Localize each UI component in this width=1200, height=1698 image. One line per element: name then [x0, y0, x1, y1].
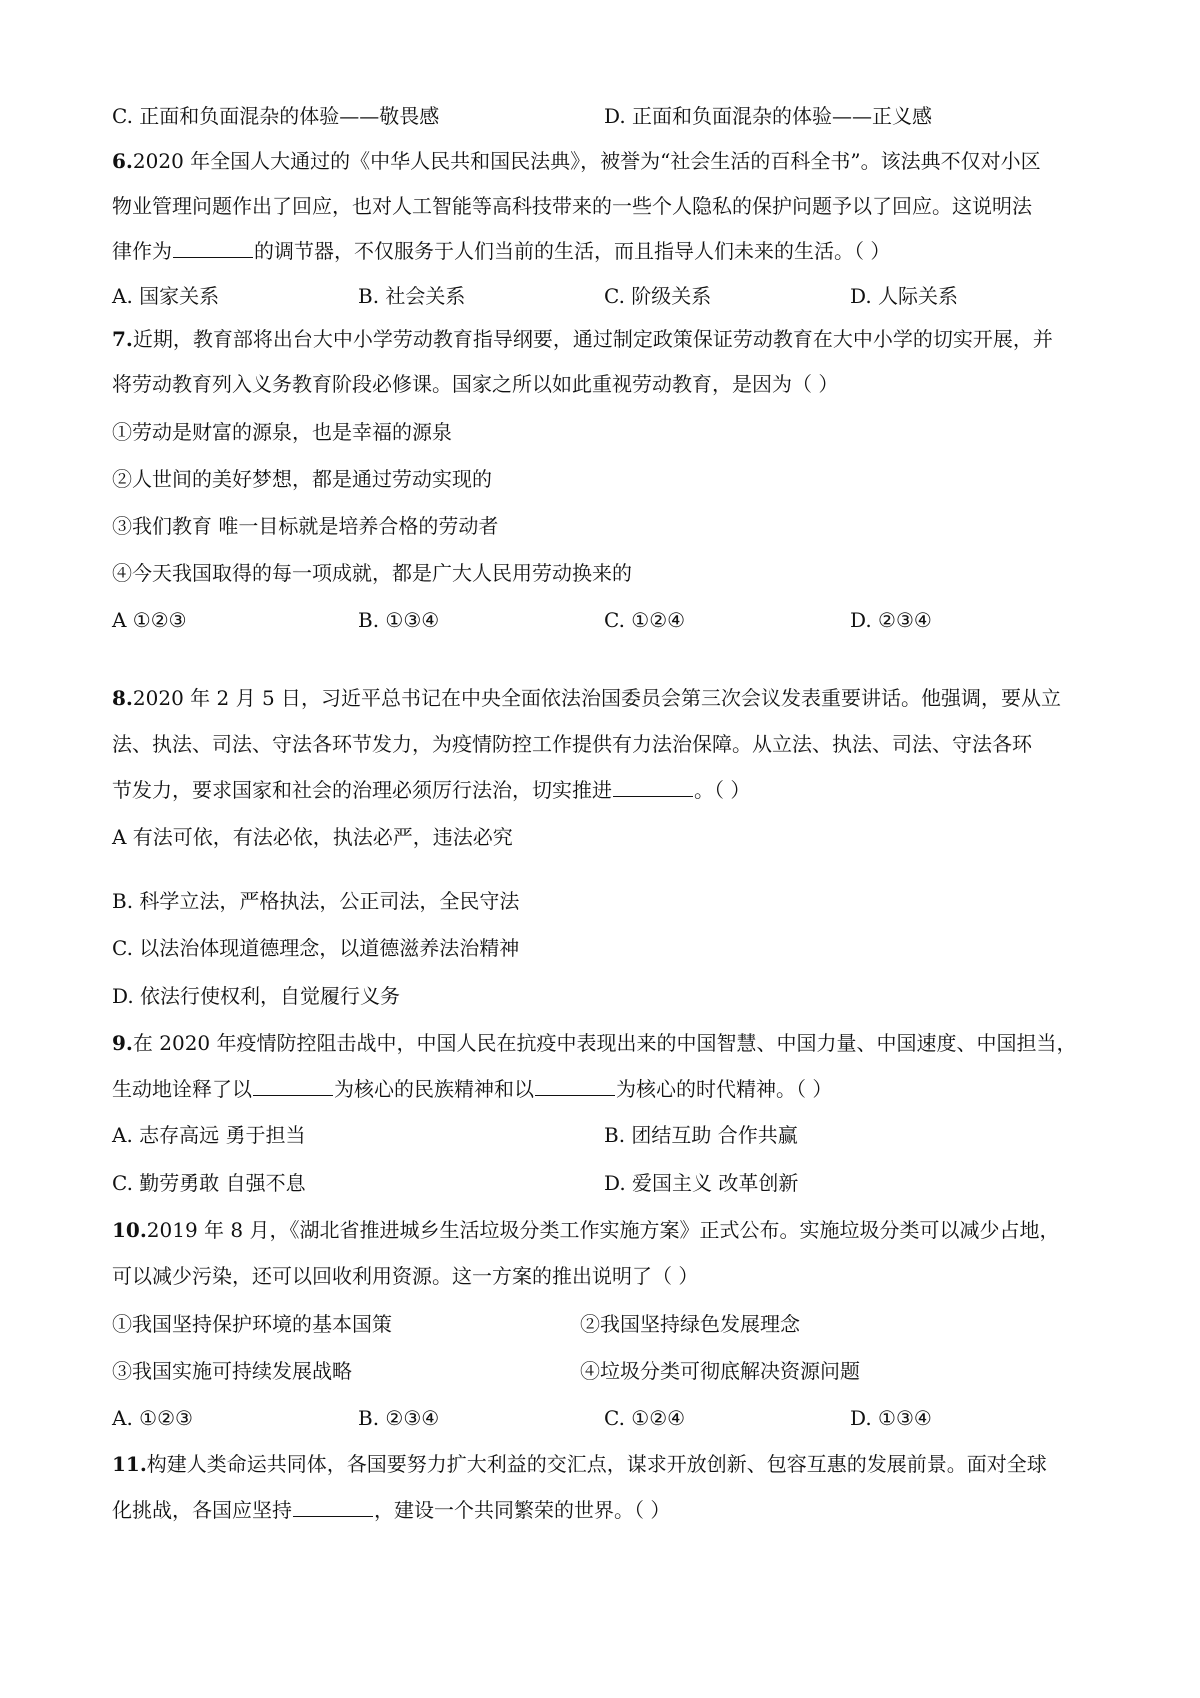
q8-option-a: A 有法可依，有法必依，执法必严，违法必究 [112, 825, 513, 849]
q8-line-2: 法、执法、司法、守法各环节发力，为疫情防控工作提供有力法治保障。从立法、执法、司法、守法各环 [112, 732, 1032, 756]
q9-option-d: D. 爱国主义 改革创新 [604, 1171, 799, 1195]
q10-number: 10. [112, 1218, 147, 1242]
q9-option-b: B. 团结互助 合作共赢 [604, 1123, 798, 1147]
q9-blank-2 [535, 1077, 615, 1096]
q6-blank [173, 239, 253, 258]
q11-text-2b: ，建设一个共同繁荣的世界。（ ） [374, 1498, 671, 1522]
q8-blank [613, 778, 693, 797]
q7-statement-1: ①劳动是财富的源泉，也是幸福的源泉 [112, 420, 452, 444]
q7-text-1: 近期，教育部将出台大中小学劳动教育指导纲要，通过制定政策保证劳动教育在大中小学的切实开展，并 [132, 327, 1053, 351]
q11-blank [293, 1498, 373, 1517]
q7-statement-2: ②人世间的美好梦想，都是通过劳动实现的 [112, 467, 492, 491]
q9-blank-1 [253, 1077, 333, 1096]
q8-line-1 [112, 684, 1061, 712]
q8-option-c: C. 以法治体现道德理念，以道德滋养法治精神 [112, 936, 520, 960]
q6-number: 6. [112, 149, 133, 173]
q10-option-d: D. ①③④ [850, 1406, 932, 1430]
q7-number: 7. [112, 327, 133, 351]
q9-number: 9. [112, 1031, 133, 1055]
q8-text-3a: 节发力，要求国家和社会的治理必须厉行法治，切实推进 [112, 778, 612, 802]
q7-option-a: A ①②③ [112, 608, 187, 632]
q6-text-3b: 的调节器，不仅服务于人们当前的生活，而且指导人们未来的生活。（ ） [254, 239, 891, 263]
q7-option-c: C. ①②④ [604, 608, 686, 632]
q6-text-1: 2020 年全国人大通过的《中华人民共和国民法典》，被誉为“社会生活的百科全书”。该法典不仅对小区 [132, 149, 1041, 173]
q6-option-b: B. 社会关系 [358, 284, 466, 308]
q10-option-b: B. ②③④ [358, 1406, 440, 1430]
q6-line-2: 物业管理问题作出了回应，也对人工智能等高科技带来的一些个人隐私的保护问题予以了回应。这说明法 [112, 194, 1032, 218]
q11-line-2 [112, 1496, 670, 1524]
q10-text-1: 2019 年 8 月，《湖北省推进城乡生活垃圾分类工作实施方案》正式公布。实施垃圾分类可以减少占地， [146, 1218, 1060, 1242]
q8-text-3b: 。（ ） [694, 778, 751, 802]
q10-line-1 [112, 1216, 1060, 1244]
q8-option-b: B. 科学立法，严格执法，公正司法，全民守法 [112, 889, 520, 913]
q8-line-3 [112, 776, 750, 804]
q8-number: 8. [112, 686, 133, 710]
q6-text-3a: 律作为 [112, 239, 172, 263]
q10-option-a: A. ①②③ [112, 1406, 193, 1430]
q9-text-2b: 为核心的民族精神和以 [334, 1077, 534, 1101]
q7-line-2: 将劳动教育列入义务教育阶段必修课。国家之所以如此重视劳动教育，是因为（ ） [112, 372, 839, 396]
q11-text-1: 构建人类命运共同体，各国要努力扩大利益的交汇点，谋求开放创新、包容互惠的发展前景。面对全球 [146, 1452, 1047, 1476]
q10-line-2: 可以减少污染，还可以回收利用资源。这一方案的推出说明了（ ） [112, 1264, 699, 1288]
q9-text-2a: 生动地诠释了以 [112, 1077, 252, 1101]
q5-option-c: C. 正面和负面混杂的体验——敬畏感 [112, 104, 440, 128]
q7-statement-4: ④今天我国取得的每一项成就，都是广大人民用劳动换来的 [112, 561, 632, 585]
q6-option-a: A. 国家关系 [112, 284, 220, 308]
q8-text-1: 2020 年 2 月 5 日，习近平总书记在中央全面依法治国委员会第三次会议发表重要讲话。他强调，要从立 [132, 686, 1062, 710]
q10-statement-1: ①我国坚持保护环境的基本国策 [112, 1312, 392, 1336]
q9-text-2c: 为核心的时代精神。（ ） [616, 1077, 833, 1101]
q10-statement-4: ④垃圾分类可彻底解决资源问题 [580, 1359, 860, 1383]
q8-option-d: D. 依法行使权利，自觉履行义务 [112, 984, 401, 1008]
q11-line-1 [112, 1450, 1047, 1478]
q11-text-2a: 化挑战，各国应坚持 [112, 1498, 292, 1522]
q10-option-c: C. ①②④ [604, 1406, 686, 1430]
q9-line-2 [112, 1075, 832, 1103]
q9-option-a: A. 志存高远 勇于担当 [112, 1123, 306, 1147]
q9-line-1 [112, 1029, 1077, 1057]
q6-option-d: D. 人际关系 [850, 284, 959, 308]
q9-text-1: 在 2020 年疫情防控阻击战中，中国人民在抗疫中表现出来的中国智慧、中国力量、中国速度、中国担当， [132, 1031, 1077, 1055]
q11-number: 11. [112, 1452, 147, 1476]
q5-option-d: D. 正面和负面混杂的体验——正义感 [604, 104, 933, 128]
q6-line-1 [112, 147, 1041, 175]
q7-statement-3: ③我们教育 唯一目标就是培养合格的劳动者 [112, 514, 499, 538]
q10-statement-2: ②我国坚持绿色发展理念 [580, 1312, 800, 1336]
q7-option-b: B. ①③④ [358, 608, 440, 632]
q10-statement-3: ③我国实施可持续发展战略 [112, 1359, 352, 1383]
q6-line-3 [112, 237, 890, 265]
q7-option-d: D. ②③④ [850, 608, 932, 632]
q7-line-1 [112, 325, 1053, 353]
q9-option-c: C. 勤劳勇敢 自强不息 [112, 1171, 306, 1195]
q6-option-c: C. 阶级关系 [604, 284, 712, 308]
